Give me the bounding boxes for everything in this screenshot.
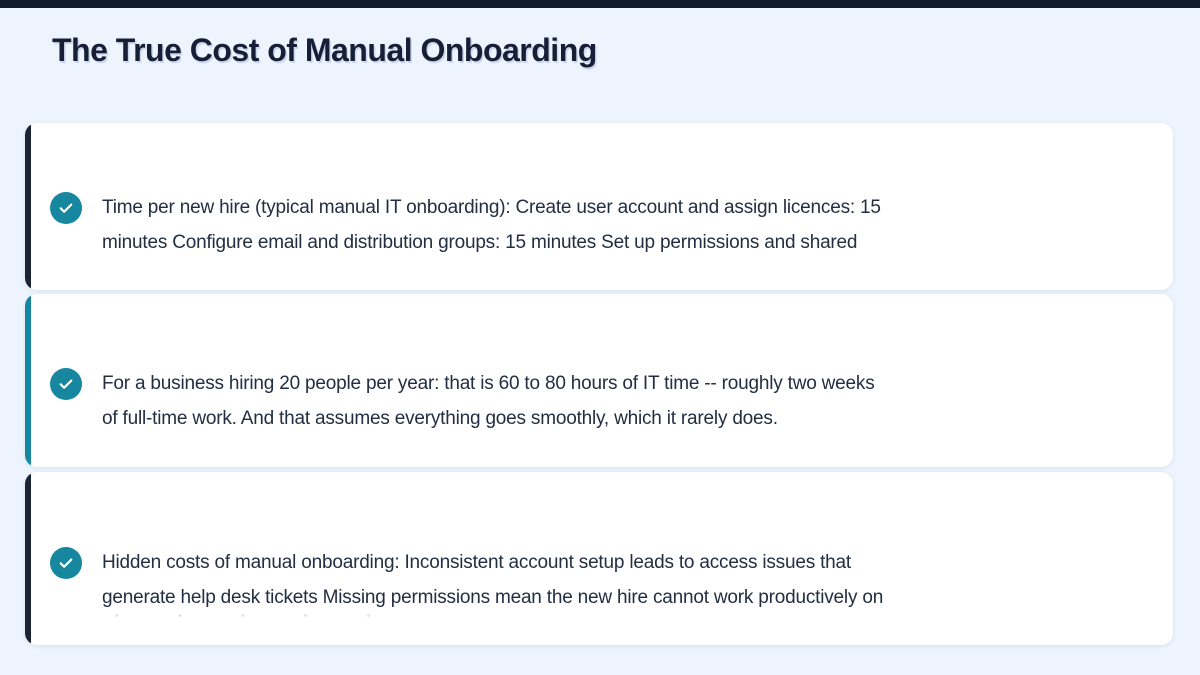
card-text-line: For a business hiring 20 people per year: that is 60 to 80 hours of IT time -- roughly two weeks: [102, 373, 875, 394]
card-text-line: Hidden costs of manual onboarding: Inconsistent account setup leads to access issues that: [102, 552, 851, 573]
card-text: [102, 366, 875, 436]
card-accent-bar: [25, 294, 31, 467]
check-icon: [50, 547, 82, 579]
clipped-text-marks: • • • • •: [115, 610, 399, 622]
card-text-line: minutes Configure email and distribution groups: 15 minutes Set up permissions and shared: [102, 232, 858, 253]
page-title: The True Cost of Manual Onboarding: [52, 32, 597, 68]
info-card-time-per-hire: [25, 123, 1173, 290]
card-content: [25, 123, 1173, 260]
card-text-line: generate help desk tickets Missing permissions mean the new hire cannot work productively on: [102, 587, 884, 608]
check-icon: [50, 192, 82, 224]
card-text: [102, 545, 883, 615]
check-icon: [50, 368, 82, 400]
card-text-line: Time per new hire (typical manual IT onboarding): Create user account and assign licences: 15: [102, 197, 881, 218]
card-text-line: of full-time work. And that assumes everything goes smoothly, which it rarely does.: [102, 408, 778, 429]
card-text: [102, 190, 881, 260]
info-card-business-hiring: [25, 294, 1173, 467]
card-accent-bar: [25, 472, 31, 645]
card-content: [25, 472, 1173, 615]
info-card-hidden-costs: [25, 472, 1173, 645]
card-accent-bar: [25, 123, 31, 290]
card-content: [25, 294, 1173, 436]
top-accent-bar: [0, 0, 1200, 8]
